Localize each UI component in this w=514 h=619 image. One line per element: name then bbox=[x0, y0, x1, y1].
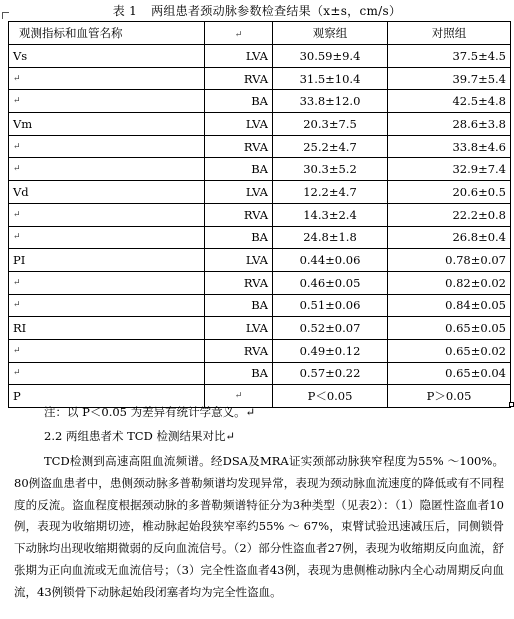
control-cell: 0.84±0.05 bbox=[388, 294, 511, 317]
observation-cell: 0.51±0.06 bbox=[273, 294, 388, 317]
control-cell: 33.8±4.6 bbox=[388, 135, 511, 158]
observation-cell: 0.57±0.22 bbox=[273, 362, 388, 385]
vessel-cell: LVA bbox=[205, 113, 273, 136]
table-note: 注：以 P＜0.05 为差异有统计学意义。↵ bbox=[44, 405, 256, 419]
table-row bbox=[9, 45, 511, 68]
observation-cell: 25.2±4.7 bbox=[273, 135, 388, 158]
vessel-cell: LVA bbox=[205, 45, 273, 68]
vessel-cell: LVA bbox=[205, 181, 273, 204]
control-cell: 37.5±4.5 bbox=[388, 45, 511, 68]
control-cell: 0.65±0.02 bbox=[388, 339, 511, 362]
control-cell: 32.9±7.4 bbox=[388, 158, 511, 181]
observation-cell: P＜0.05 bbox=[273, 385, 388, 408]
metric-cell: P bbox=[9, 385, 205, 408]
observation-cell: 0.44±0.06 bbox=[273, 249, 388, 272]
control-cell: 0.82±0.02 bbox=[388, 271, 511, 294]
table-row bbox=[9, 249, 511, 272]
vessel-cell: LVA bbox=[205, 317, 273, 340]
vessel-cell: BA bbox=[205, 90, 273, 113]
table-header-row bbox=[9, 22, 511, 45]
control-cell: 0.65±0.04 bbox=[388, 362, 511, 385]
header-metric: 观测指标和血管名称 bbox=[9, 22, 205, 45]
table-row bbox=[9, 90, 511, 113]
observation-cell: 30.59±9.4 bbox=[273, 45, 388, 68]
table-row bbox=[9, 113, 511, 136]
control-cell: 0.78±0.07 bbox=[388, 249, 511, 272]
vessel-cell: LVA bbox=[205, 249, 273, 272]
vessel-cell: BA bbox=[205, 158, 273, 181]
control-cell: 28.6±3.8 bbox=[388, 113, 511, 136]
metric-cell: ↵ bbox=[9, 158, 205, 181]
vessel-cell: BA bbox=[205, 362, 273, 385]
observation-cell: 30.3±5.2 bbox=[273, 158, 388, 181]
vessel-cell: RVA bbox=[205, 271, 273, 294]
metric-cell: ↵ bbox=[9, 226, 205, 249]
control-cell: P＞0.05 bbox=[388, 385, 511, 408]
metric-cell: ↵ bbox=[9, 294, 205, 317]
metric-cell: ↵ bbox=[9, 135, 205, 158]
table-title: 两组患者颈动脉参数检查结果（x±s，cm/s） bbox=[151, 4, 402, 18]
observation-cell: 31.5±10.4 bbox=[273, 67, 388, 90]
table-row bbox=[9, 181, 511, 204]
observation-cell: 33.8±12.0 bbox=[273, 90, 388, 113]
table-row bbox=[9, 135, 511, 158]
table-row bbox=[9, 271, 511, 294]
control-cell: 0.65±0.05 bbox=[388, 317, 511, 340]
metric-cell: PI bbox=[9, 249, 205, 272]
observation-cell: 12.2±4.7 bbox=[273, 181, 388, 204]
vessel-cell: RVA bbox=[205, 203, 273, 226]
vessel-cell: ↵ bbox=[205, 385, 273, 408]
body-paragraph: TCD检测到高速高阻血流频谱。经DSA及MRA证实颈部动脉狭窄程度为55% ～100%。80例盗血患者中，患侧颈动脉多普勒频谱均发现异常，表现为颈动脉血流速度的降低或有不同程度的反流。盗血程度根据颈动脉的多普勒频谱特征分为3种类型（见表2）：（1）隐匿性盗血者10例，表现为收缩期切迹，椎动脉起始段狭窄率约55% ～ 67%，束臂试验迅速减压后，同侧锁骨下动脉均出现收缩期微弱的反向血流信号。（2）部分性盗血者27例，表现为收缩期反向血流，舒张期为正向血流或无血流信号；（3）完全性盗血者43例，表现为患侧椎动脉内全心动周期反向血流，43例锁骨下动脉起始段闭塞者均为完全性盗血。 bbox=[14, 454, 504, 599]
control-cell: 26.8±0.4 bbox=[388, 226, 511, 249]
metric-cell: ↵ bbox=[9, 339, 205, 362]
metric-cell: ↵ bbox=[9, 271, 205, 294]
metric-cell: RI bbox=[9, 317, 205, 340]
vessel-cell: RVA bbox=[205, 339, 273, 362]
metric-cell: Vd bbox=[9, 181, 205, 204]
metric-cell: Vs bbox=[9, 45, 205, 68]
metric-cell: ↵ bbox=[9, 90, 205, 113]
section-heading: 2.2 两组患者术 TCD 检测结果对比↵ bbox=[44, 429, 236, 443]
control-cell: 39.7±5.4 bbox=[388, 67, 511, 90]
table-row bbox=[9, 226, 511, 249]
metric-cell: ↵ bbox=[9, 67, 205, 90]
table-caption bbox=[0, 2, 514, 19]
vessel-cell: RVA bbox=[205, 67, 273, 90]
control-cell: 20.6±0.5 bbox=[388, 181, 511, 204]
table-row bbox=[9, 339, 511, 362]
table-row bbox=[9, 67, 511, 90]
metric-cell: ↵ bbox=[9, 362, 205, 385]
observation-cell: 0.52±0.07 bbox=[273, 317, 388, 340]
header-vessel: ↵ bbox=[205, 22, 273, 45]
table-resize-handle[interactable] bbox=[509, 402, 514, 407]
control-cell: 42.5±4.8 bbox=[388, 90, 511, 113]
results-table bbox=[8, 21, 511, 408]
metric-cell: ↵ bbox=[9, 203, 205, 226]
header-control: 对照组 bbox=[388, 22, 511, 45]
control-cell: 22.2±0.8 bbox=[388, 203, 511, 226]
table-row bbox=[9, 158, 511, 181]
observation-cell: 14.3±2.4 bbox=[273, 203, 388, 226]
metric-cell: Vm bbox=[9, 113, 205, 136]
observation-cell: 20.3±7.5 bbox=[273, 113, 388, 136]
table-row bbox=[9, 294, 511, 317]
observation-cell: 24.8±1.8 bbox=[273, 226, 388, 249]
header-observation: 观察组 bbox=[273, 22, 388, 45]
table-number: 表 1 bbox=[112, 4, 138, 18]
vessel-cell: BA bbox=[205, 294, 273, 317]
table-row bbox=[9, 203, 511, 226]
observation-cell: 0.46±0.05 bbox=[273, 271, 388, 294]
observation-cell: 0.49±0.12 bbox=[273, 339, 388, 362]
vessel-cell: BA bbox=[205, 226, 273, 249]
table-row bbox=[9, 317, 511, 340]
vessel-cell: RVA bbox=[205, 135, 273, 158]
table-row bbox=[9, 362, 511, 385]
